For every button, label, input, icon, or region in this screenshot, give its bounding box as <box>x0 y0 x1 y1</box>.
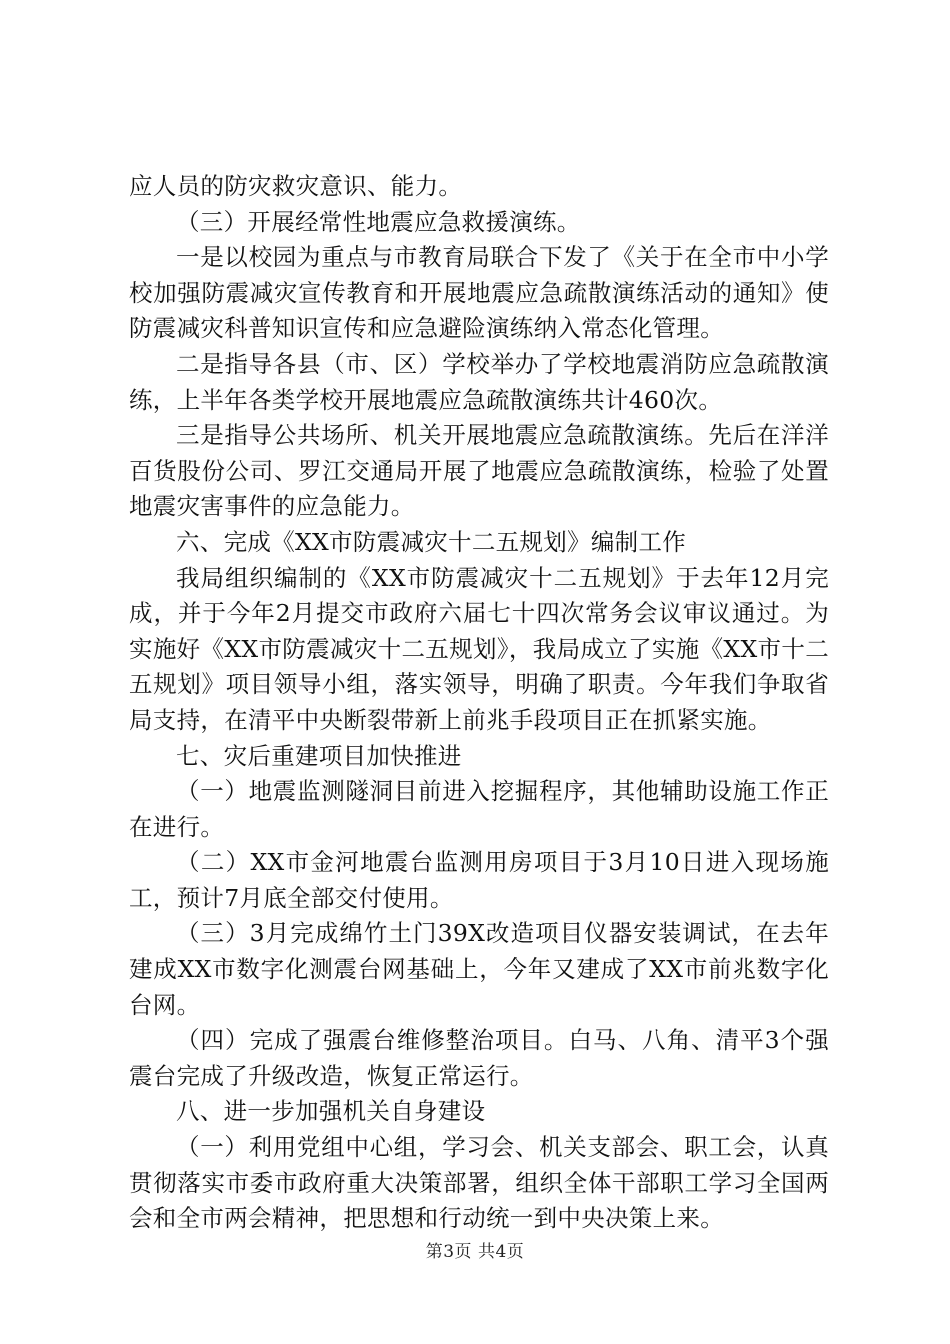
paragraph: 三是指导公共场所、机关开展地震应急疏散演练。先后在洋洋百货股份公司、罗江交通局开展了地震应急疏散演练，检验了处置地震灾害事件的应急能力。 <box>129 421 829 521</box>
section-heading: 八、进一步加强机关自身建设 <box>176 1097 486 1126</box>
paragraph: （一）地震监测隧洞目前进入挖掘程序，其他辅助设施工作正在进行。 <box>129 777 829 841</box>
paragraph: 应人员的防灾救灾意识、能力。 <box>129 172 463 200</box>
document-body <box>129 169 829 1237</box>
paragraph: 二是指导各县（市、区）学校举办了学校地震消防应急疏散演练，上半年各类学校开展地震应急疏散演练共计460次。 <box>129 349 829 414</box>
paragraph: （二）XX市金河地震台监测用房项目于3月10日进入现场施工，预计7月底全部交付使用。 <box>129 848 829 912</box>
paragraph: （一）利用党组中心组，学习会、机关支部会、职工会，认真贯彻落实市委市政府重大决策部署，组织全体干部职工学习全国两会和全市两会精神，把思想和行动统一到中央决策上来。 <box>129 1133 829 1233</box>
paragraph: （三）开展经常性地震应急救援演练。 <box>176 207 581 236</box>
paragraph: （三）3月完成绵竹土门39X改造项目仪器安装调试，在去年建成XX市数字化测震台网基础上，今年又建成了XX市前兆数字化台网。 <box>129 919 829 1019</box>
paragraph: （四）完成了强震台维修整治项目。白马、八角、清平3个强震台完成了升级改造，恢复正常运行。 <box>129 1026 829 1090</box>
section-heading: 六、完成《XX市防震减灾十二五规划》编制工作 <box>176 527 687 556</box>
page-footer <box>0 1240 950 1264</box>
section-heading: 七、灾后重建项目加快推进 <box>176 741 462 770</box>
paragraph: 我局组织编制的《XX市防震减灾十二五规划》于去年12月完成，并于今年2月提交市政府六届七十四次常务会议审议通过。为实施好《XX市防震减灾十二五规划》，我局成立了实施《XX市十二五规划》项目领导小组，落实领导，明确了职责。今年我们争取省局支持，在清平中央断裂带新上前兆手段项目正在抓紧实施。 <box>129 563 829 734</box>
paragraph: 一是以校园为重点与市教育局联合下发了《关于在全市中小学校加强防震减灾宣传教育和开展地震应急疏散演练活动的通知》使防震减灾科普知识宣传和应急避险演练纳入常态化管理。 <box>129 243 829 343</box>
page-number: 第3页 共4页 <box>425 1242 525 1262</box>
